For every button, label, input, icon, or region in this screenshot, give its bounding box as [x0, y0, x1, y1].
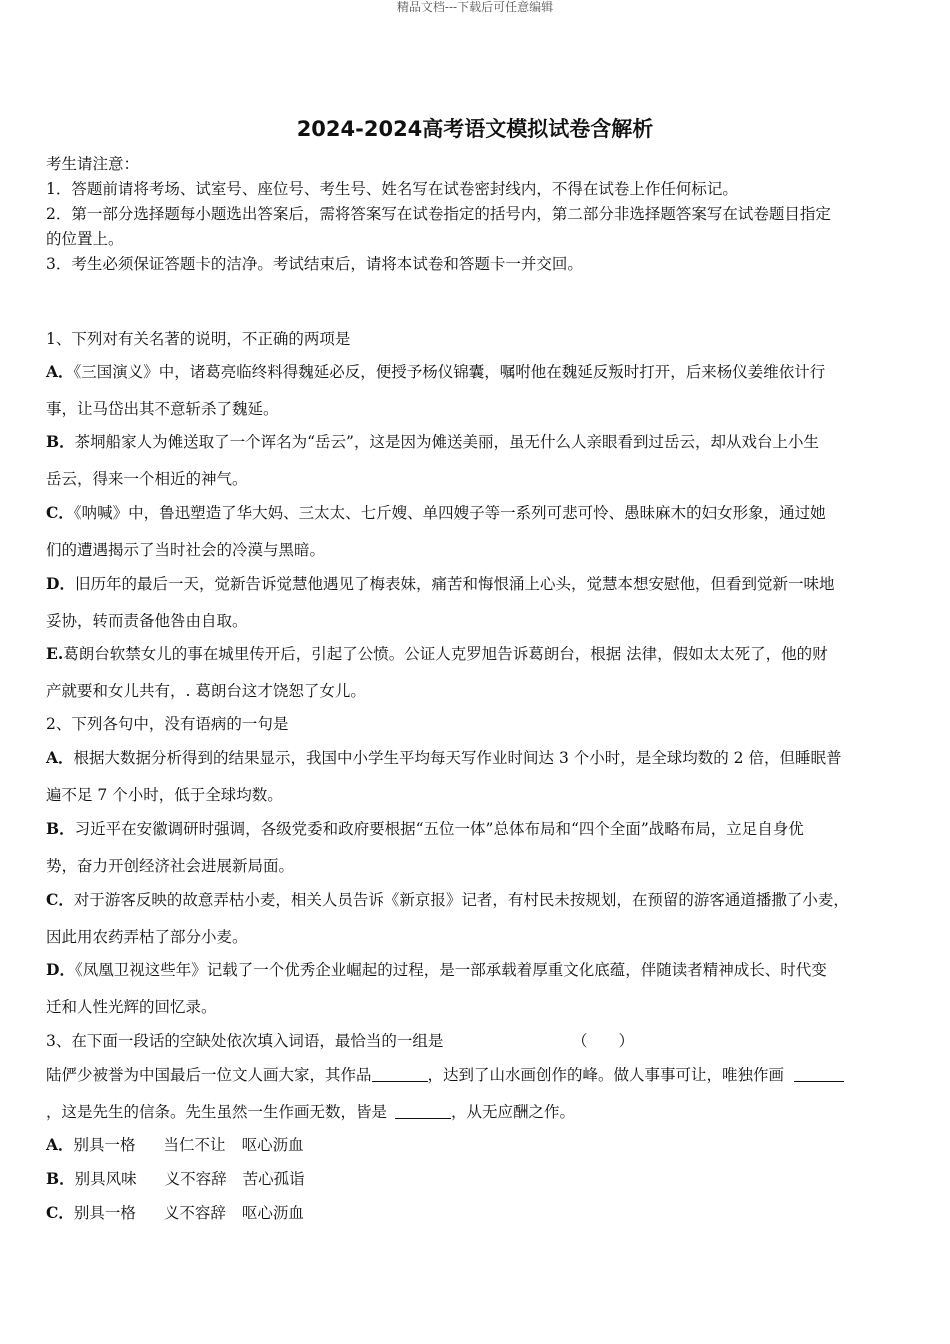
q1-option-a-line-1: [46, 360, 825, 382]
q1-option-e-label: E.: [46, 644, 64, 663]
q3-blank-2: [794, 1066, 844, 1082]
q2-option-d-text: 《凤凰卫视这些年》记载了一个优秀企业崛起的过程，是一部承载着厚重文化底蕴，伴随读者精神成长、时代变: [74, 961, 827, 979]
q3-passage-text-2a: ，这是先生的信条。先生虽然一生作画无数，皆是: [46, 1103, 388, 1121]
q2-option-d-line-2: 迁和人性光辉的回忆录。: [46, 998, 217, 1016]
q3-passage-line-2: [46, 1100, 575, 1122]
q3-stem: 3、在下面一段话的空缺处依次填入词语，最恰当的一组是: [46, 1032, 444, 1050]
q3-blank-3: [395, 1103, 451, 1119]
q1-option-a-text: 《三国演义》中，诸葛亮临终料得魏延必反，便授予杨仪锦囊，嘱咐他在魏延反叛时打开，后来杨仪姜维依计行: [73, 363, 826, 381]
q3-passage-text-1b: ，达到了山水画创作的峰。做人事事可让，唯独作画: [427, 1066, 785, 1084]
q1-option-e-line-2: 产就要和女儿共有，. 葛朗台这才饶恕了女儿。: [46, 682, 366, 700]
q1-stem: 1、下列对有关名著的说明，不正确的两项是: [46, 330, 351, 348]
q2-option-c-label: C．: [46, 890, 74, 909]
q2-option-b-text: 习近平在安徽调研时强调，各级党委和政府要根据“五位一体”总体布局和“四个全面”战略布局，立足自身优: [74, 820, 804, 838]
q3-option-b-label: B．: [46, 1169, 75, 1188]
q3-option-b-word-2: 义不容辞: [164, 1170, 227, 1188]
q3-option-c-label: C．: [46, 1203, 74, 1222]
q1-option-b-line-2: 岳云，得来一个相近的神气。: [46, 470, 248, 488]
q3-option-c-word-3: 呕心沥血: [241, 1204, 304, 1222]
q2-option-a-label: A．: [46, 748, 74, 767]
exam-title: 2024-2024高考语文模拟试卷含解析: [296, 117, 654, 141]
notice-item-2-line-2: 的位置上。: [46, 230, 124, 248]
q1-option-b-text: 茶垌船家人为傩送取了一个诨名为“岳云”，这是因为傩送美丽，虽无什么人亲眼看到过岳云，却从戏台上小生: [74, 433, 819, 451]
q1-option-b-label: B．: [46, 432, 75, 451]
q3-option-a: [46, 1133, 304, 1155]
q1-option-a-label: A．: [46, 362, 74, 381]
q3-passage-line-1: [46, 1063, 844, 1085]
q3-option-c: [46, 1201, 304, 1223]
q3-option-a-word-2: 当仁不让: [163, 1136, 226, 1154]
notice-item-2-line-1: 2．第一部分选择题每小题选出答案后，需将答案写在试卷指定的括号内，第二部分非选择题答案写在试卷题目指定: [46, 205, 831, 223]
q3-option-a-word-1: 别具一格: [73, 1136, 136, 1154]
q2-option-d-label: D．: [46, 960, 75, 979]
q3-passage-text-1a: 陆俨少被誉为中国最后一位文人画大家，其作品: [46, 1066, 372, 1084]
q2-option-c-line-1: [46, 888, 849, 910]
q1-option-b-line-1: [46, 430, 819, 452]
q1-option-c-line-2: 们的遭遇揭示了当时社会的冷漠与黑暗。: [46, 541, 326, 559]
q2-option-a-line-2: 遍不足 7 个小时，低于全球均数。: [46, 786, 283, 804]
q1-option-c-label: C．: [46, 503, 74, 522]
q3-option-a-label: A．: [46, 1135, 74, 1154]
q2-option-b-line-2: 势，奋力开创经济社会进展新局面。: [46, 857, 295, 875]
q1-option-c-text: 《呐喊》中，鲁迅塑造了华大妈、三太太、七斤嫂、单四嫂子等一系列可悲可怜、愚昧麻木的妇女形象，通过她: [73, 504, 826, 522]
q3-option-c-word-2: 义不容辞: [163, 1204, 226, 1222]
q2-option-d-line-1: [46, 958, 827, 980]
q1-option-e-line-1: [46, 642, 828, 664]
q3-option-b: [46, 1167, 305, 1189]
q2-option-a-line-1: [46, 746, 841, 768]
notice-item-1: 1．答题前请将考场、试室号、座位号、考生号、姓名写在试卷密封线内，不得在试卷上作任何标记。: [46, 180, 738, 198]
q3-option-b-word-3: 苦心孤诣: [242, 1170, 305, 1188]
q3-answer-bracket: （ ）: [572, 1032, 635, 1050]
q1-option-a-line-2: 事，让马岱出其不意斩杀了魏延。: [46, 400, 279, 418]
q1-option-d-line-1: [46, 572, 834, 594]
q1-option-e-text: 葛朗台软禁女儿的事在城里传开后，引起了公愤。公证人克罗旭告诉葛朗台，根据 法律，假如太太死了，他的财: [63, 645, 828, 663]
q3-option-a-word-3: 呕心沥血: [241, 1136, 304, 1154]
q3-passage-text-2b: ，从无应酬之作。: [451, 1103, 576, 1121]
header-watermark-note: 精品文档---下载后可任意编辑: [396, 0, 554, 14]
notice-heading: 考生请注意：: [46, 155, 140, 173]
q1-option-d-line-2: 妥协，转而责备他咎由自取。: [46, 612, 248, 630]
q1-option-d-text: 旧历年的最后一天，觉新告诉觉慧他遇见了梅表妹，痛苦和悔恨涌上心头，觉慧本想安慰他，但看到觉新一味地: [74, 575, 835, 593]
q2-stem: 2、下列各句中，没有语病的一句是: [46, 715, 289, 733]
q2-option-c-text: 对于游客反映的故意弄枯小麦，相关人员告诉《新京报》记者，有村民未按规划，在预留的游客通道播撒了小麦，: [73, 891, 849, 909]
q3-option-c-word-1: 别具一格: [73, 1204, 136, 1222]
q1-option-c-line-1: [46, 501, 826, 523]
notice-item-3: 3．考生必须保证答题卡的洁净。考试结束后，请将本试卷和答题卡一并交回。: [46, 255, 583, 273]
q3-option-b-word-1: 别具风味: [74, 1170, 137, 1188]
q2-option-b-line-1: [46, 817, 804, 839]
q2-option-a-text: 根据大数据分析得到的结果显示，我国中小学生平均每天写作业时间达 3 个小时，是全球均数的 2 倍，但睡眠普: [73, 749, 842, 767]
q3-blank-1: [372, 1066, 428, 1082]
q2-option-b-label: B．: [46, 819, 75, 838]
q1-option-d-label: D．: [46, 574, 75, 593]
q2-option-c-line-2: 因此用农药弄枯了部分小麦。: [46, 928, 248, 946]
